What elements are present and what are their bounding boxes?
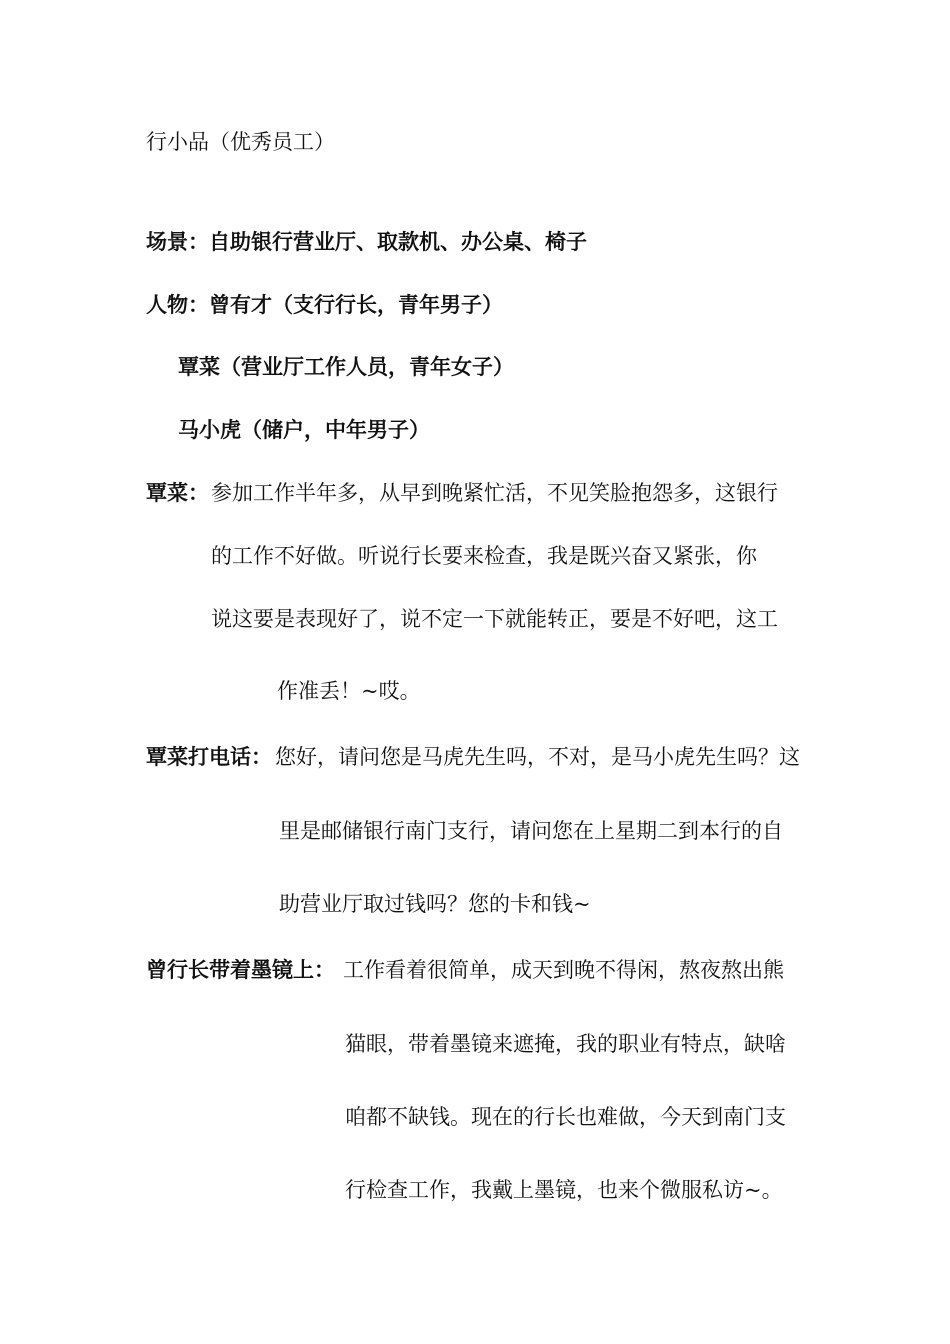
dialogue-3-speaker: 曾行长带着墨镜上：: [146, 958, 335, 982]
dialogue-1-line-1: 参加工作半年多，从早到晚紧忙活，不见笑脸抱怨多，这银行: [211, 481, 778, 505]
characters-line-2: 覃菜（营业厅工作人员，青年女子）: [178, 355, 514, 379]
dialogue-1-line-2: 的工作不好做。听说行长要来检查，我是既兴奋又紧张，你: [211, 544, 757, 568]
dialogue-3-line-2: 猫眼，带着墨镜来遮掩，我的职业有特点，缺啥: [345, 1032, 786, 1056]
dialogue-1-line-3: 说这要是表现好了，说不定一下就能转正，要是不好吧，这工: [211, 607, 778, 631]
dialogue-3-line-3: 咱都不缺钱。现在的行长也难做，今天到南门支: [345, 1105, 786, 1129]
dialogue-2-line-1: 您好，请问您是马虎先生吗，不对，是马小虎先生吗？这: [275, 745, 800, 769]
characters-line-1: 人物：曾有才（支行行长，青年男子）: [146, 293, 503, 317]
dialogue-2-line-2: 里是邮储银行南门支行，请问您在上星期二到本行的自: [279, 819, 783, 843]
dialogue-3-line-1: 工作看着很简单，成天到晚不得闲，熬夜熬出熊: [343, 958, 784, 982]
dialogue-2-line-3: 助营业厅取过钱吗？您的卡和钱~: [279, 892, 591, 916]
dialogue-3-line-4: 行检查工作，我戴上墨镜，也来个微服私访~。: [345, 1178, 783, 1202]
dialogue-2-speaker: 覃菜打电话：: [146, 745, 272, 769]
characters-line-3: 马小虎（储户，中年男子）: [178, 418, 430, 442]
document-title: 行小品（优秀员工）: [146, 130, 335, 154]
dialogue-1-speaker: 覃菜：: [146, 481, 209, 505]
dialogue-1-line-4: 作准丢！~哎。: [277, 679, 421, 703]
scene-line: 场景：自助银行营业厅、取款机、办公桌、椅子: [146, 230, 587, 254]
